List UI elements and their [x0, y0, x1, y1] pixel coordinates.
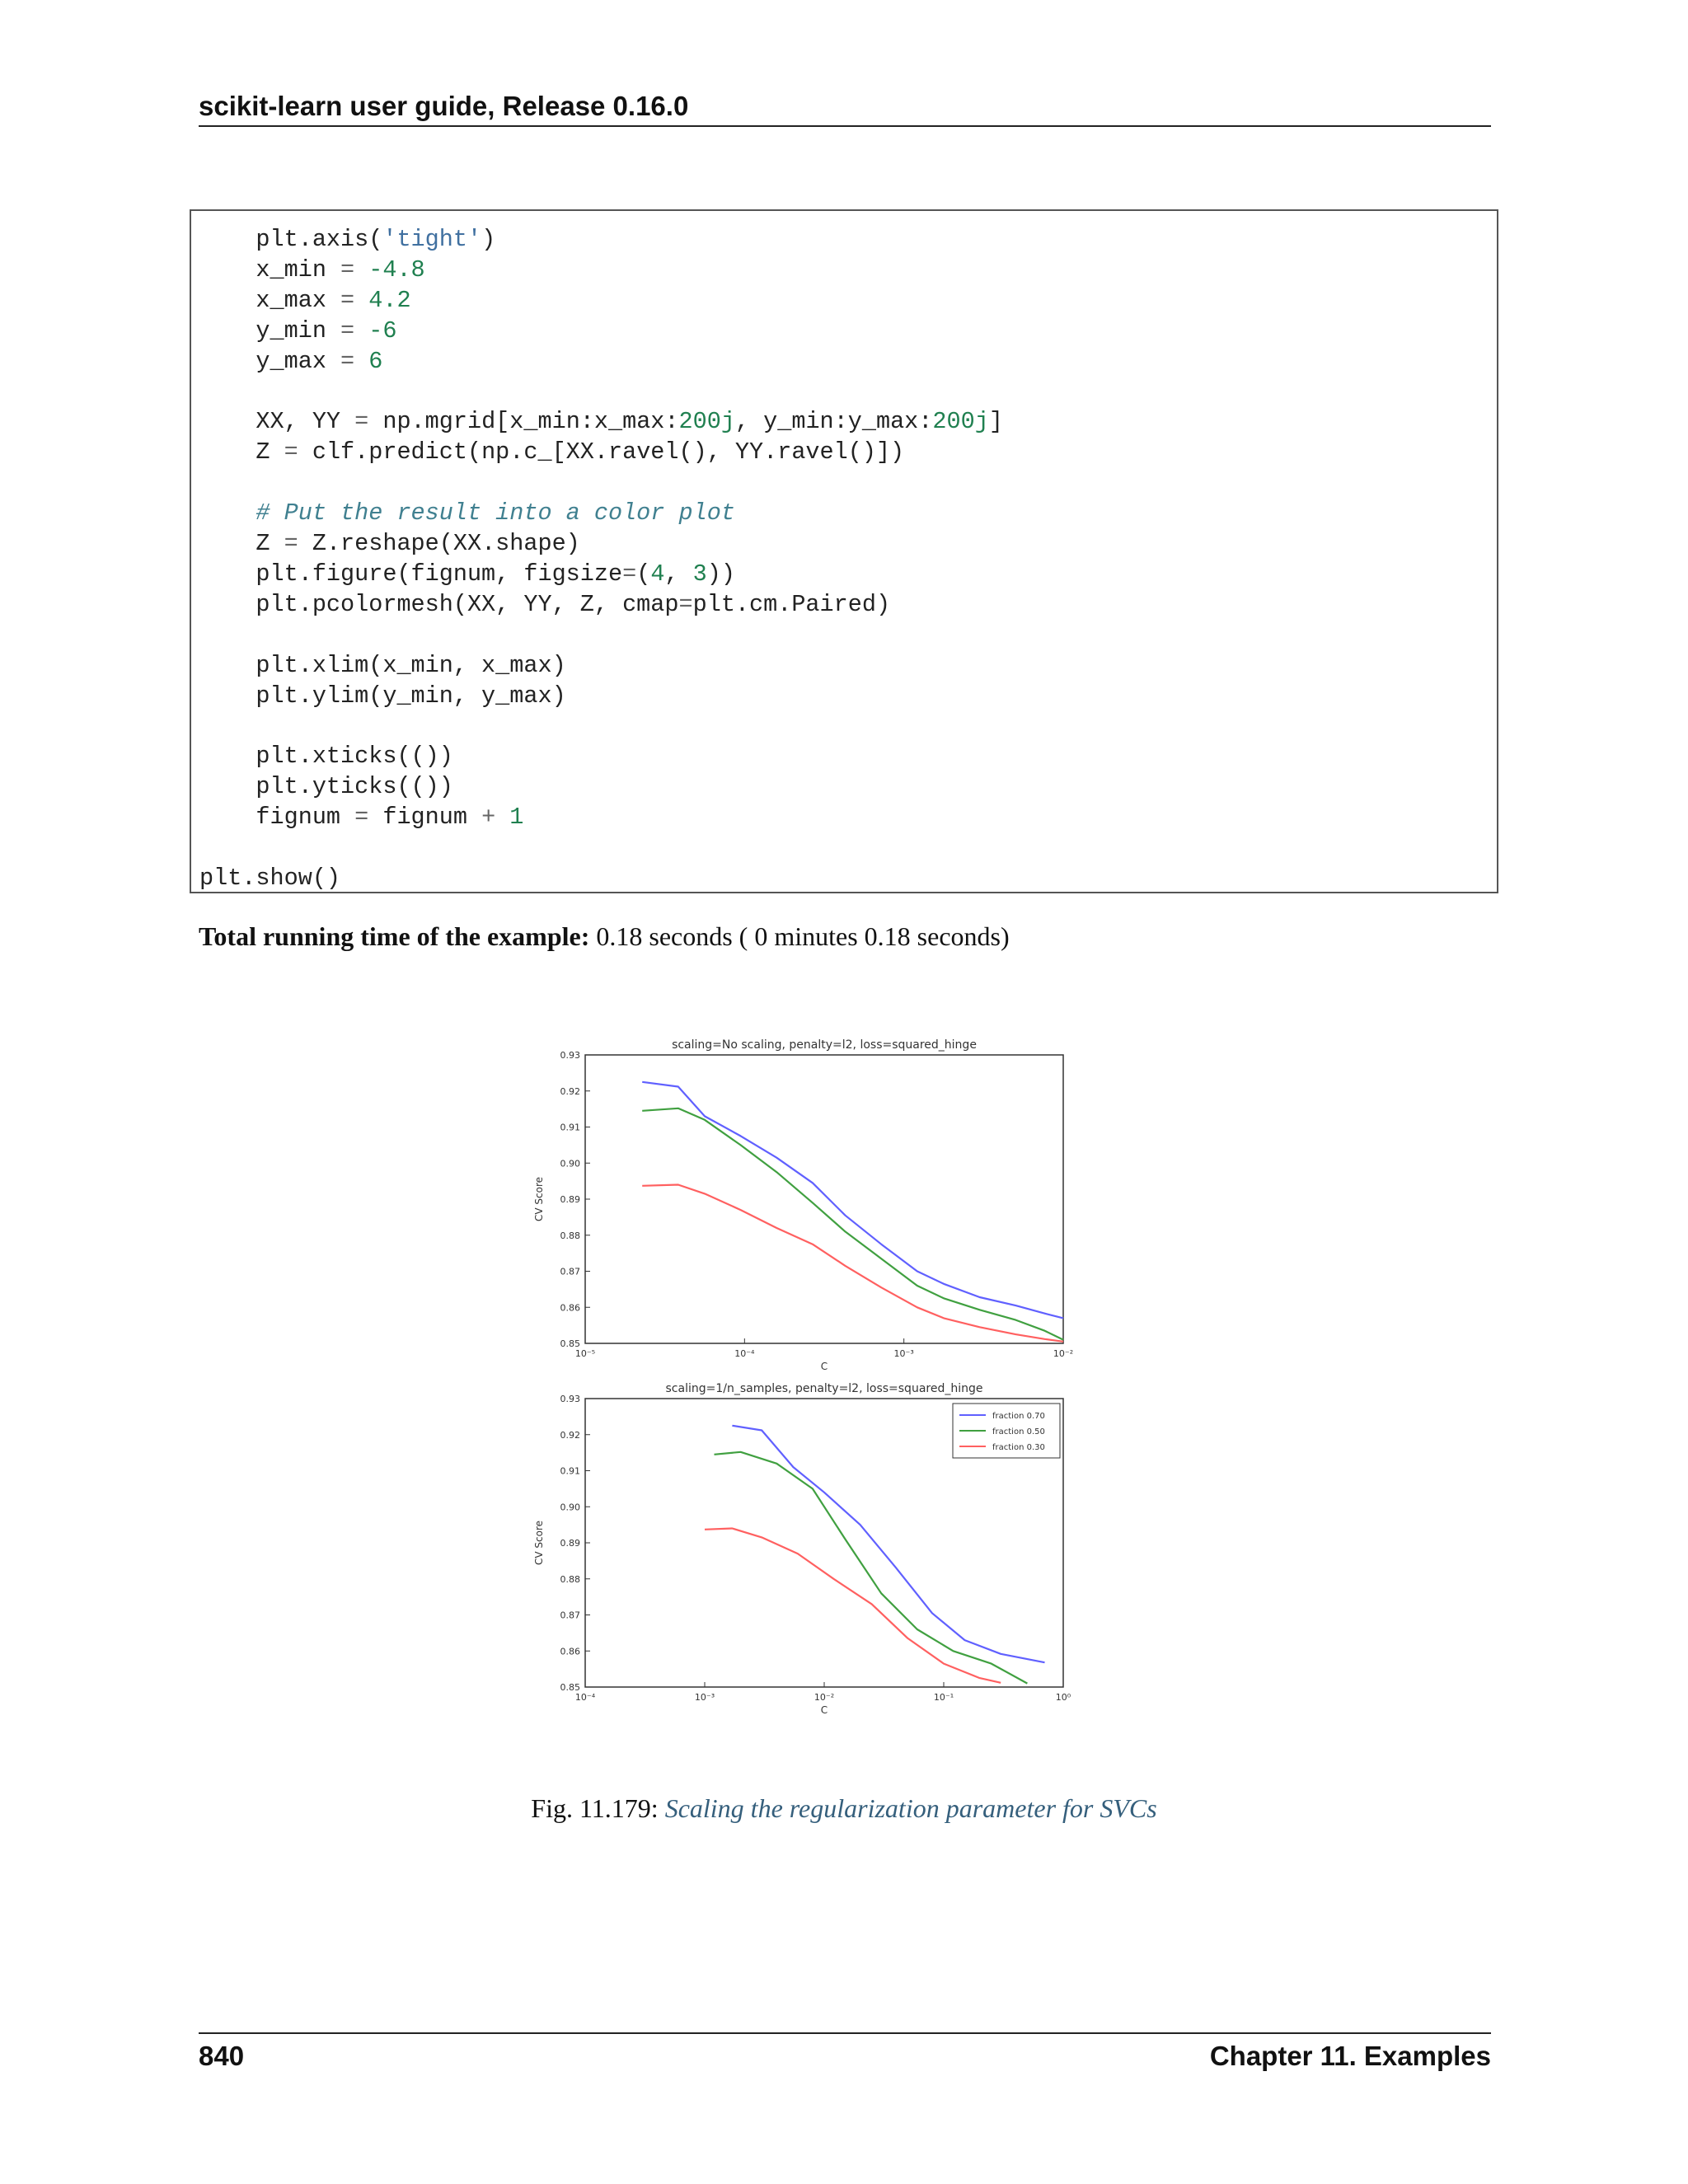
y-tick-label: 0.85	[560, 1338, 580, 1349]
code-token	[495, 804, 509, 831]
code-line	[199, 408, 1003, 435]
figure	[519, 1034, 1146, 1727]
y-tick-label: 0.93	[560, 1394, 580, 1404]
cv-score-charts	[519, 1034, 1146, 1727]
chart-title: scaling=1/n_samples, penalty=l2, loss=squared_hinge	[665, 1382, 983, 1395]
x-tick-label: 10⁻³	[893, 1348, 914, 1359]
page-number: 840	[199, 2041, 245, 2071]
code-token: 6	[368, 347, 383, 375]
runtime-value: 0.18 seconds ( 0 minutes 0.18 seconds)	[589, 921, 1010, 951]
code-token: # Put the result into a color plot	[199, 499, 735, 527]
code-line	[199, 743, 453, 770]
code-token: 200j	[932, 408, 989, 436]
code-line	[199, 682, 566, 710]
code-line	[199, 256, 425, 284]
y-tick-label: 0.88	[560, 1230, 580, 1241]
code-token: y_min	[199, 316, 341, 344]
code-line	[199, 560, 735, 588]
code-token: x_min	[199, 255, 341, 284]
y-tick-label: 0.91	[560, 1122, 580, 1133]
code-token: plt.pcolormesh(XX, YY, Z, cmap	[199, 590, 679, 618]
code-token: plt.xlim(x_min, x_max)	[199, 651, 566, 679]
code-token: plt.axis(	[199, 226, 383, 253]
runtime-label: Total running time of the example:	[199, 921, 590, 951]
y-tick-label: 0.89	[560, 1538, 580, 1549]
x-tick-label: 10⁻³	[694, 1692, 715, 1703]
code-token: 1	[509, 804, 524, 832]
code-token: =	[678, 590, 693, 618]
y-tick-label: 0.87	[560, 1610, 580, 1621]
running-header	[199, 91, 1491, 127]
code-token: =	[340, 255, 355, 284]
footer-rule	[199, 2032, 1491, 2034]
y-tick-label: 0.86	[560, 1302, 580, 1314]
code-token: ]	[988, 408, 1003, 436]
series-line-fraction-0-70	[732, 1426, 1044, 1662]
code-token: ,	[664, 560, 693, 588]
code-line	[199, 530, 580, 557]
code-line	[199, 226, 495, 253]
y-axis-label: CV Score	[533, 1520, 545, 1566]
code-token: 'tight'	[382, 226, 482, 253]
code-token: plt.ylim(y_min, y_max)	[199, 682, 566, 710]
x-tick-label: 10⁻⁴	[574, 1692, 596, 1703]
y-tick-label: 0.90	[560, 1158, 580, 1169]
y-tick-label: 0.91	[560, 1465, 580, 1477]
y-tick-label: 0.90	[560, 1502, 580, 1513]
code-token: -6	[368, 316, 397, 344]
code-line	[199, 773, 453, 800]
code-token: , y_min:y_max:	[734, 408, 933, 436]
y-tick-label: 0.87	[560, 1266, 580, 1277]
code-token: 4.2	[368, 286, 411, 314]
series-line-fraction-0-70	[642, 1082, 1063, 1319]
code-line	[199, 348, 382, 375]
x-tick-label: 10⁻⁴	[734, 1348, 755, 1359]
code-token: ))	[706, 560, 735, 588]
y-tick-label: 0.88	[560, 1573, 580, 1585]
code-token: Z	[199, 438, 284, 466]
code-line	[199, 499, 735, 527]
runtime-paragraph	[199, 921, 1010, 952]
code-token: Z.reshape(XX.shape)	[298, 530, 580, 558]
x-tick-label: 10⁰	[1055, 1692, 1071, 1703]
code-line	[199, 652, 566, 679]
code-line	[199, 804, 523, 831]
y-tick-label: 0.92	[560, 1429, 580, 1441]
code-token: fignum	[368, 804, 482, 832]
caption-prefix: Fig. 11.179:	[531, 1793, 665, 1823]
code-token: =	[354, 804, 369, 832]
x-axis-label: C	[820, 1704, 828, 1716]
code-token: np.mgrid[x_min:x_max:	[368, 408, 679, 436]
y-tick-label: 0.85	[560, 1682, 580, 1693]
series-line-fraction-0-50	[642, 1108, 1063, 1340]
y-tick-label: 0.89	[560, 1194, 580, 1205]
legend-label: fraction 0.70	[992, 1412, 1045, 1421]
code-line	[199, 287, 411, 314]
code-token: plt.figure(fignum, figsize	[199, 560, 623, 588]
code-token: =	[340, 286, 355, 314]
code-token: )	[481, 226, 496, 253]
code-token: =	[354, 408, 369, 436]
code-token	[354, 348, 368, 375]
code-line	[199, 865, 340, 892]
code-token: =	[284, 438, 298, 466]
code-token: =	[340, 347, 355, 375]
code-token: +	[481, 804, 496, 832]
code-line	[199, 317, 396, 344]
code-token: =	[340, 316, 355, 344]
series-line-fraction-0-30	[642, 1185, 1063, 1342]
code-line	[199, 438, 904, 466]
series-line-fraction-0-50	[715, 1452, 1028, 1684]
code-token: -4.8	[368, 255, 425, 284]
y-axis-label: CV Score	[533, 1176, 545, 1222]
chapter-title: Chapter 11. Examples	[1209, 2041, 1491, 2071]
y-tick-label: 0.92	[560, 1085, 580, 1097]
code-token: 200j	[678, 408, 735, 436]
caption-link[interactable]: Scaling the regularization parameter for SVCs	[664, 1793, 1157, 1823]
code-token: fignum	[199, 804, 355, 832]
legend-label: fraction 0.50	[992, 1427, 1045, 1436]
code-token: y_max	[199, 347, 341, 375]
x-tick-label: 10⁻²	[814, 1692, 835, 1703]
code-line	[199, 591, 890, 618]
x-axis-label: C	[820, 1361, 828, 1372]
legend-label: fraction 0.30	[992, 1443, 1045, 1452]
code-token: =	[284, 530, 298, 558]
x-tick-label: 10⁻⁵	[574, 1348, 596, 1359]
code-token: plt.show()	[199, 865, 341, 893]
code-token: plt.xticks(())	[199, 743, 453, 771]
code-token: Z	[199, 530, 284, 558]
code-token	[354, 317, 368, 344]
code-token: 3	[692, 560, 707, 588]
chart-title: scaling=No scaling, penalty=l2, loss=squared_hinge	[672, 1038, 977, 1052]
y-tick-label: 0.86	[560, 1646, 580, 1657]
x-tick-label: 10⁻¹	[933, 1692, 954, 1703]
code-token: plt.yticks(())	[199, 773, 453, 801]
code-token: clf.predict(np.c_[XX.ravel(), YY.ravel()])	[298, 438, 905, 466]
x-tick-label: 10⁻²	[1053, 1348, 1074, 1359]
header-title: scikit-learn user guide, Release 0.16.0	[199, 91, 689, 121]
code-token: =	[622, 560, 637, 588]
code-token: (	[636, 560, 651, 588]
code-token	[354, 287, 368, 314]
code-token	[354, 256, 368, 284]
code-token: plt.cm.Paired)	[692, 590, 891, 618]
code-token: XX, YY	[199, 408, 355, 436]
figure-caption	[0, 1793, 1688, 1824]
y-tick-label: 0.93	[560, 1050, 580, 1061]
code-token: 4	[650, 560, 665, 588]
code-block	[190, 209, 1498, 893]
code-token: x_max	[199, 286, 341, 314]
code-content	[191, 211, 1497, 894]
